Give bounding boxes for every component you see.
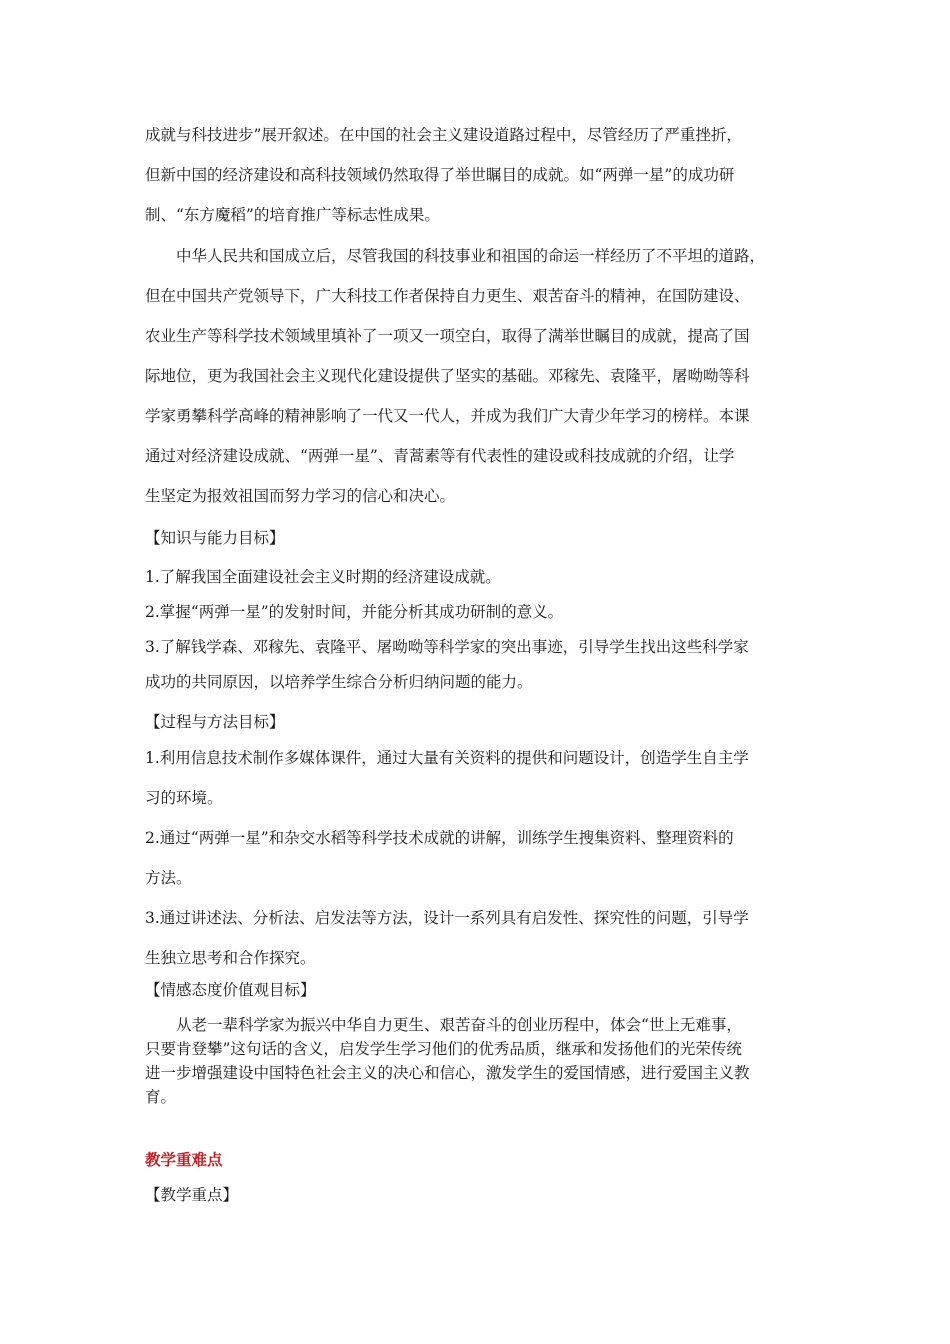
emotion-line: 只要肯登攀”这句话的含义，启发学生学习他们的优秀品质，继承和发扬他们的光荣传统 <box>145 1040 742 1058</box>
list-item: 1.利用信息技术制作多媒体课件，通过大量有关资料的提供和问题设计，创造学生自主学 <box>145 749 749 767</box>
intro-paragraph <box>145 115 820 235</box>
background-paragraph <box>145 236 820 516</box>
list-item: 方法。 <box>145 869 192 887</box>
list-item: 2.通过“两弹一星”和杂交水稻等科学技术成就的讲解，训练学生搜集资料、整理资料的 <box>145 829 734 847</box>
emotion-line: 从老一辈科学家为振兴中华自力更生、艰苦奋斗的创业历程中，体会“世上无难事， <box>176 1016 742 1034</box>
intro-line: 成就与科技进步”展开叙述。在中国的社会主义建设道路过程中，尽管经历了严重挫折， <box>145 126 742 144</box>
knowledge-goals-list <box>145 560 820 700</box>
background-line: 生坚定为报效祖国而努力学习的信心和决心。 <box>145 487 456 505</box>
list-item: 成功的共同原因，以培养学生综合分析归纳问题的能力。 <box>145 673 533 691</box>
intro-line: 但新中国的经济建设和高科技领域仍然取得了举世瞩目的成就。如“两弹一星”的成功研 <box>145 166 735 184</box>
list-item: 3.了解钱学森、邓稼先、袁隆平、屠呦呦等科学家的突出事迹，引导学生找出这些科学家 <box>145 638 749 656</box>
emotion-goals-heading: 【情感态度价值观目标】 <box>145 981 316 999</box>
teaching-focus-heading: 【教学重点】 <box>145 1186 239 1204</box>
list-item: 1.了解我国全面建设社会主义时期的经济建设成就。 <box>145 568 501 586</box>
knowledge-goals-heading: 【知识与能力目标】 <box>145 529 285 547</box>
section-title: 教学重难点 <box>145 1150 223 1169</box>
emotion-goals-paragraph <box>145 1013 820 1109</box>
process-goals-heading: 【过程与方法目标】 <box>145 713 285 731</box>
list-item: 2.掌握“两弹一星”的发射时间，并能分析其成功研制的意义。 <box>145 603 564 621</box>
list-item: 3.通过讲述法、分析法、启发法等方法，设计一系列具有启发性、探究性的问题，引导学 <box>145 909 749 927</box>
process-goals-list <box>145 738 820 978</box>
emotion-line: 进一步增强建设中国特色社会主义的决心和信心，激发学生的爱国情感，进行爱国主义教 <box>145 1064 750 1082</box>
emotion-line: 育。 <box>145 1088 177 1106</box>
background-line: 但在中国共产党领导下，广大科技工作者保持自力更生、艰苦奋斗的精神，在国防建设、 <box>145 287 750 305</box>
background-line: 际地位，更为我国社会主义现代化建设提供了坚实的基础。邓稼先、袁隆平，屠呦呦等科 <box>145 367 750 385</box>
background-line: 通过对经济建设成就、“两弹一星”、青蒿素等有代表性的建设或科技成就的介绍，让学 <box>145 447 735 465</box>
background-line: 中华人民共和国成立后，尽管我国的科技事业和祖国的命运一样经历了不平坦的道路， <box>176 247 766 265</box>
list-item: 习的环境。 <box>145 789 223 807</box>
background-line: 农业生产等科学技术领域里填补了一项又一项空白，取得了满举世瞩目的成就，提高了国 <box>145 327 750 345</box>
intro-line: 制、“东方魔稻”的培育推广等标志性成果。 <box>145 206 440 224</box>
list-item: 生独立思考和合作探究。 <box>145 949 316 967</box>
background-line: 学家勇攀科学高峰的精神影响了一代又一代人，并成为我们广大青少年学习的榜样。本课 <box>145 407 750 425</box>
